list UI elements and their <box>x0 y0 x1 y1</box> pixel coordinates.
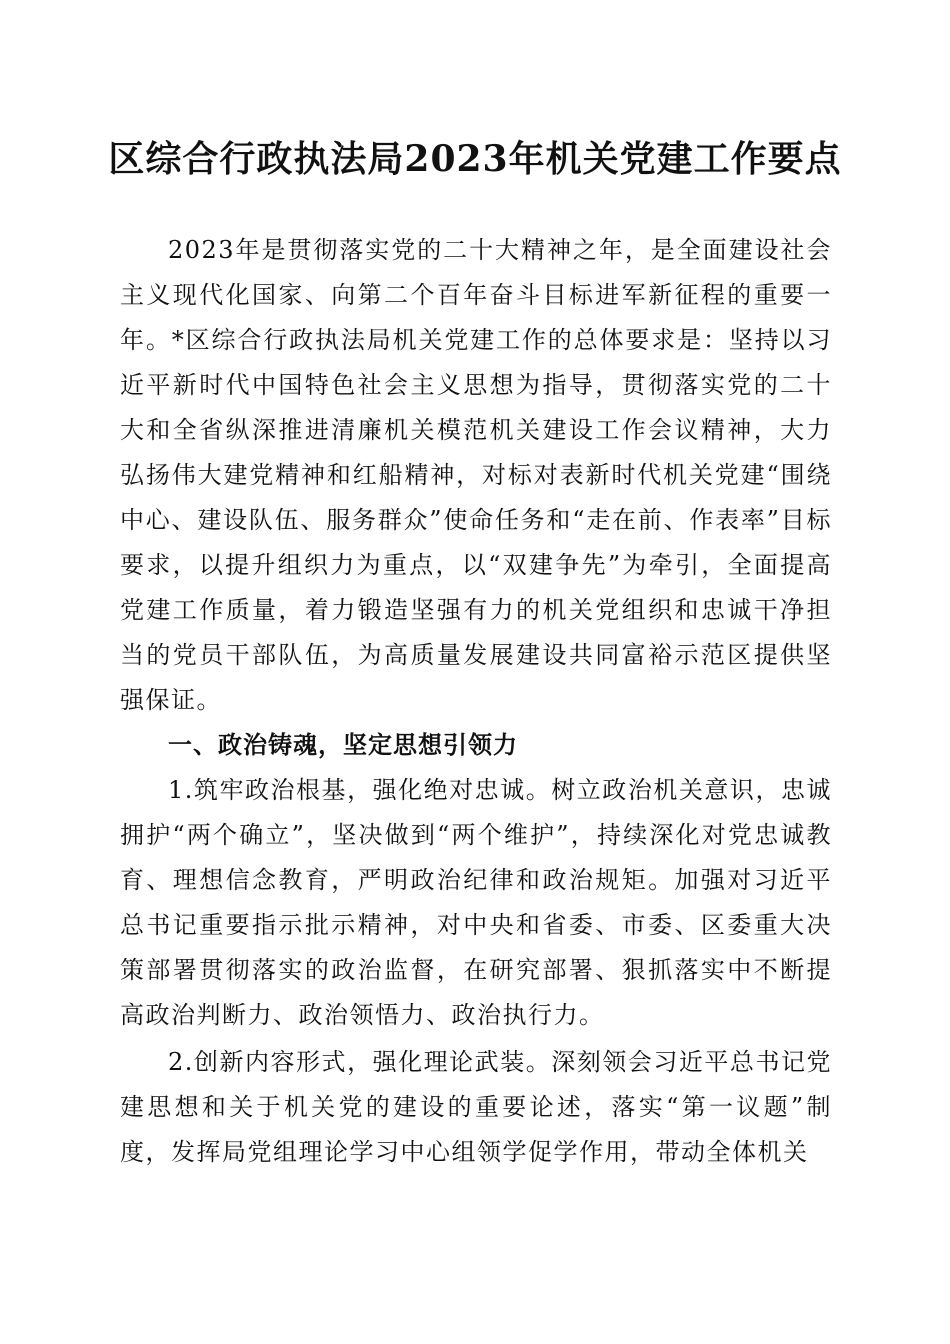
intro-paragraph: 2023年是贯彻落实党的二十大精神之年，是全面建设社会主义现代化国家、向第二个百年奋斗目标进军新征程的重要一年。*区综合行政执法局机关党建工作的总体要求是：坚持以习近平新时代中国特色社会主义思想为指导，贯彻落实党的二十大和全省纵深推进清廉机关模范机关建设工作会议精神，大力弘扬伟大建党精神和红船精神，对标对表新时代机关党建“围绕中心、建设队伍、服务群众”使命任务和“走在前、作表率”目标要求，以提升组织力为重点，以“双建争先”为牵引，全面提高党建工作质量，着力锻造坚强有力的机关党组织和忠诚干净担当的党员干部队伍，为高质量发展建设共同富裕示范区提供坚强保证。 <box>120 236 832 714</box>
section-heading-1: 一、政治铸魂，坚定思想引领力 <box>168 731 518 759</box>
item-paragraph-2: 2.创新内容形式，强化理论武装。深刻领会习近平总书记党建思想和关于机关党的建设的重要论述，落实“第一议题”制度，发挥局党组理论学习中心组领学促学作用，带动全体机关 <box>120 1048 832 1166</box>
document-body <box>120 228 832 1175</box>
document-title: 区综合行政执法局2023年机关党建工作要点 <box>108 138 842 180</box>
item-paragraph-1: 1.筑牢政治根基，强化绝对忠诚。树立政治机关意识，忠诚拥护“两个确立”，坚决做到“两个维护”，持续深化对党忠诚教育、理想信念教育，严明政治纪律和政治规矩。加强对习近平总书记重要指示批示精神，对中央和省委、市委、区委重大决策部署贯彻落实的政治监督，在研究部署、狠抓落实中不断提高政治判断力、政治领悟力、政治执行力。 <box>120 776 832 1029</box>
